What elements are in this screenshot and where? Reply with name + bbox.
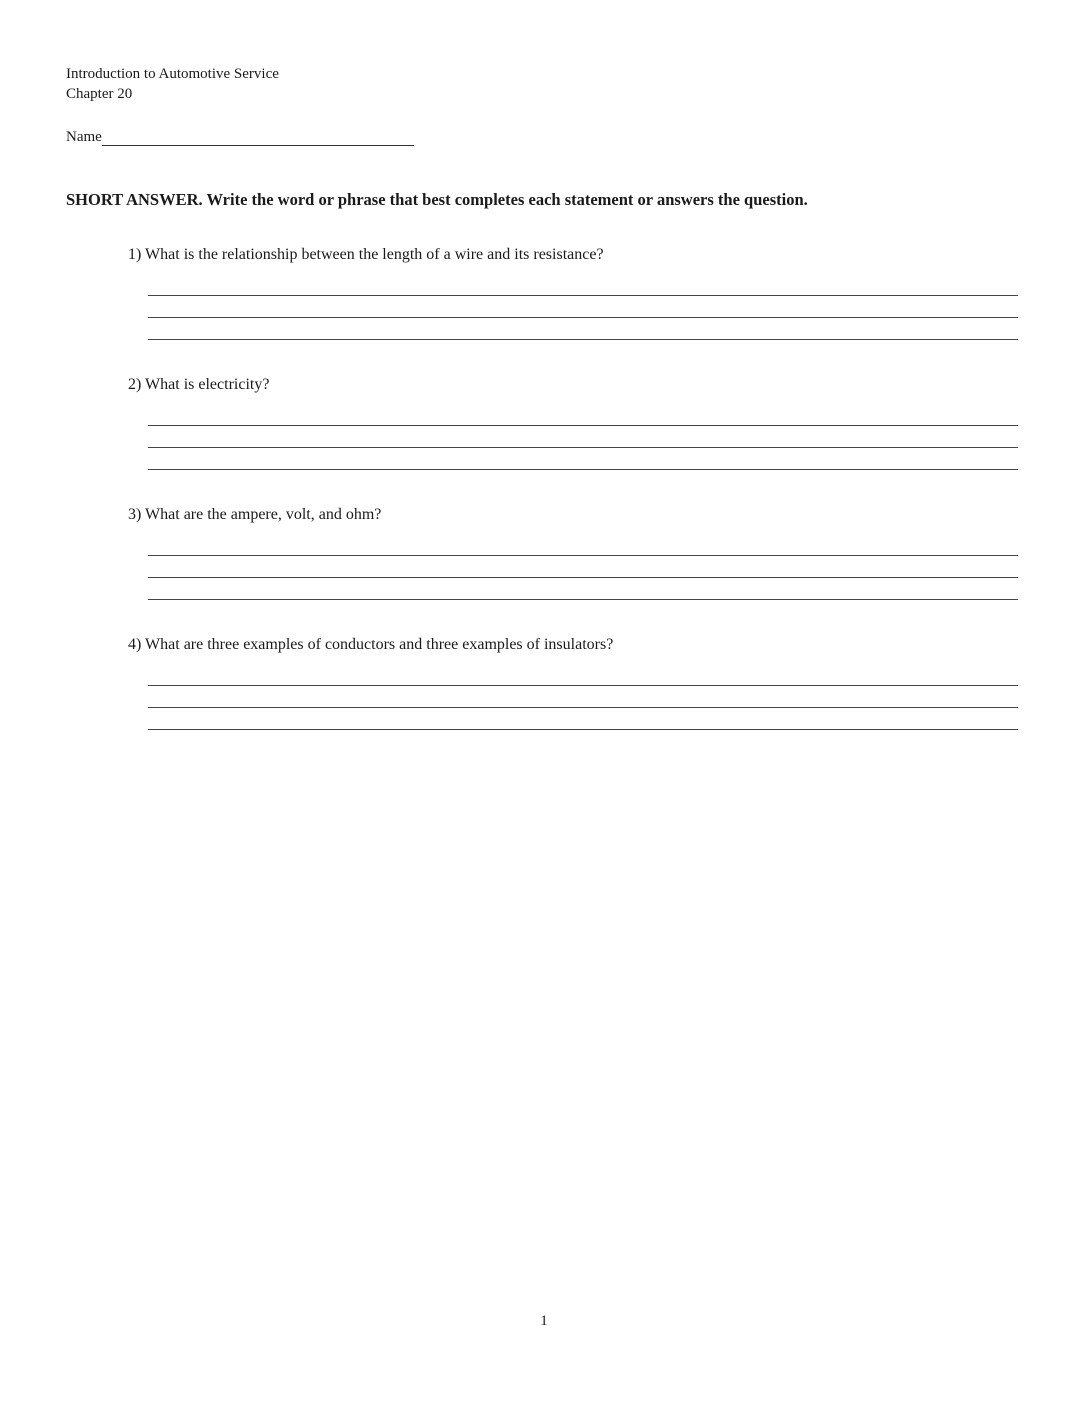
chapter-label: Chapter 20 <box>66 86 133 103</box>
name-row <box>66 129 1018 146</box>
question-number: 2) <box>128 375 142 393</box>
question-text: What is the relationship between the length of a wire and its resistance? <box>145 245 604 263</box>
answer-blank-line <box>148 538 1018 556</box>
name-label: Name <box>66 128 102 145</box>
answer-blank-line <box>148 318 1018 340</box>
page-number: 1 <box>540 1313 548 1329</box>
question-text: What are three examples of conductors and three examples of insulators? <box>145 635 614 653</box>
course-title: Introduction to Automotive Service <box>66 66 279 82</box>
question-text: What is electricity? <box>145 375 270 393</box>
question-1 <box>128 246 1018 340</box>
answer-lines <box>148 538 1018 600</box>
question-text: What are the ampere, volt, and ohm? <box>145 505 382 523</box>
answer-lines <box>148 408 1018 470</box>
answer-blank-line <box>148 296 1018 318</box>
answer-blank-line <box>148 708 1018 730</box>
answer-lines <box>148 668 1018 730</box>
answer-blank-line <box>148 556 1018 578</box>
answer-blank-line <box>148 408 1018 426</box>
section-instructions: SHORT ANSWER. Write the word or phrase that best completes each statement or answers the question. <box>66 189 808 209</box>
answer-blank-line <box>148 668 1018 686</box>
name-blank-line <box>102 129 414 146</box>
document-header <box>66 64 1018 105</box>
answer-blank-line <box>148 448 1018 470</box>
question-2 <box>128 376 1018 470</box>
question-number: 3) <box>128 505 142 523</box>
answer-blank-line <box>148 578 1018 600</box>
question-3 <box>128 506 1018 600</box>
answer-blank-line <box>148 686 1018 708</box>
answer-blank-line <box>148 426 1018 448</box>
answer-blank-line <box>148 278 1018 296</box>
question-number: 1) <box>128 245 142 263</box>
answer-lines <box>148 278 1018 340</box>
question-4 <box>128 636 1018 730</box>
question-number: 4) <box>128 635 142 653</box>
